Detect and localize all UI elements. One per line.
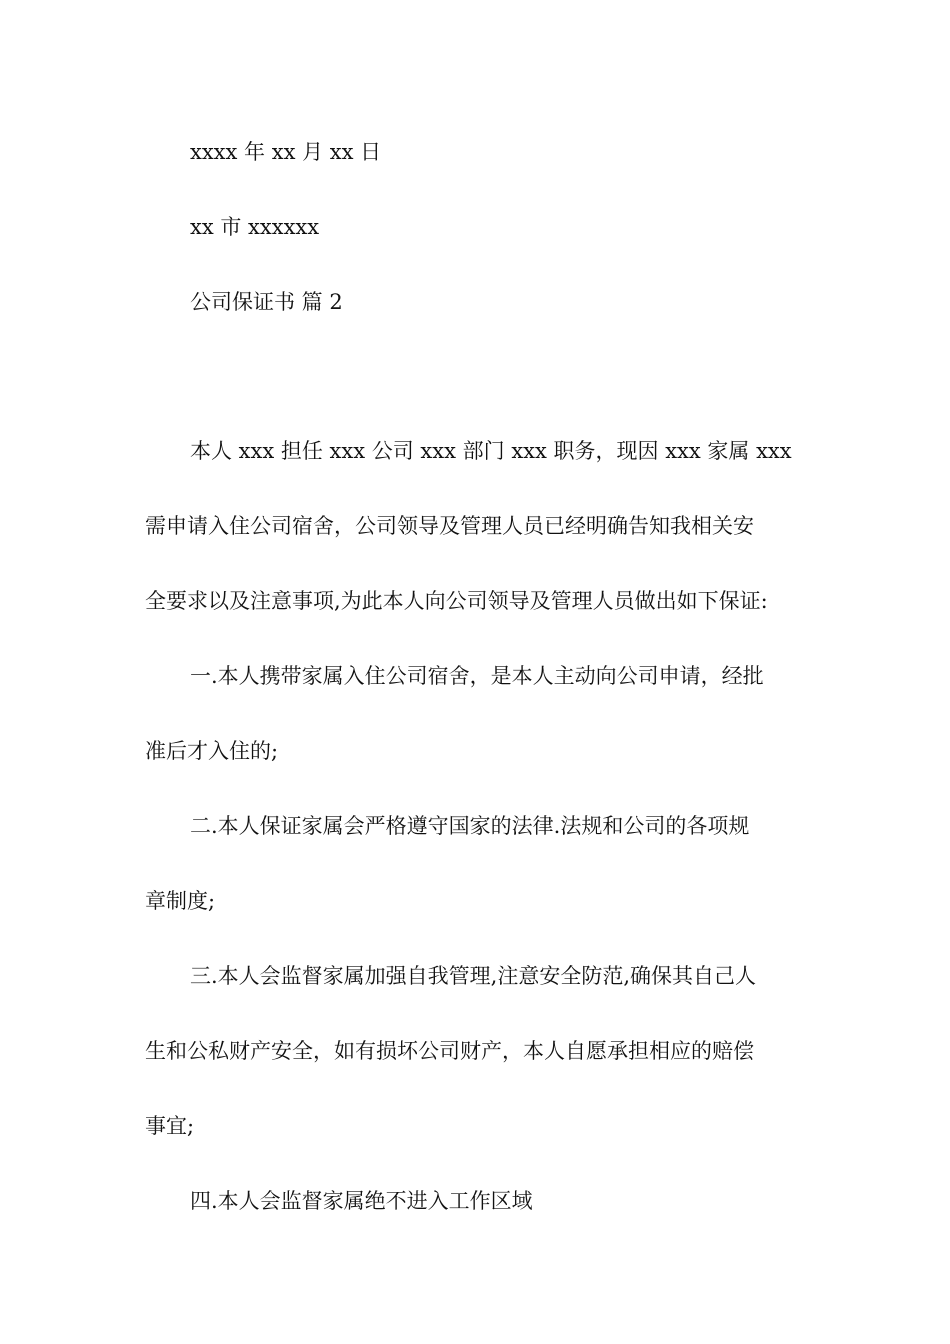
item-four-line: 四.本人会监督家属绝不进入工作区域 — [190, 1189, 533, 1213]
paragraph-line: 本人 xxx 担任 xxx 公司 xxx 部门 xxx 职务，现因 xxx 家属 xxx — [190, 439, 792, 463]
place-line: xx 市 xxxxxx — [190, 215, 320, 239]
paragraph-line: 全要求以及注意事项,为此本人向公司领导及管理人员做出如下保证: — [145, 589, 768, 613]
item-three-line: 生和公私财产安全，如有损坏公司财产，本人自愿承担相应的赔偿 — [145, 1039, 754, 1063]
item-three-line: 三.本人会监督家属加强自我管理,注意安全防范,确保其自己人 — [190, 964, 757, 988]
paragraph-line: 需申请入住公司宿舍，公司领导及管理人员已经明确告知我相关安 — [145, 514, 754, 538]
section-title: 公司保证书 篇 2 — [190, 290, 343, 314]
item-two-line: 二.本人保证家属会严格遵守国家的法律.法规和公司的各项规 — [190, 814, 750, 838]
item-one-line: 一.本人携带家属入住公司宿舍，是本人主动向公司申请，经批 — [190, 664, 764, 688]
date-line: xxxx 年 xx 月 xx 日 — [190, 140, 382, 164]
item-one-line: 准后才入住的; — [145, 739, 279, 763]
item-two-line: 章制度; — [145, 889, 216, 913]
item-three-line: 事宜; — [145, 1114, 195, 1138]
